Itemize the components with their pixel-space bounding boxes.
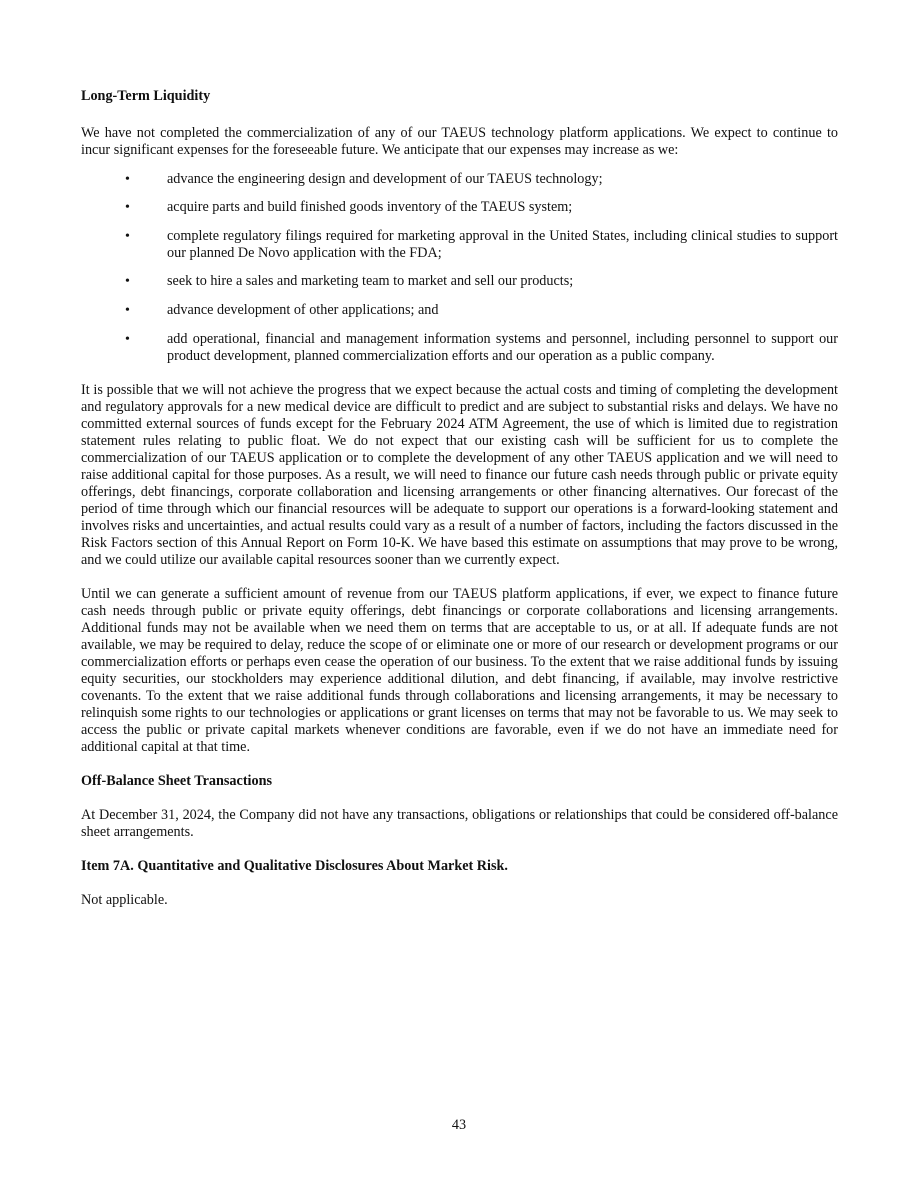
list-item [81, 273, 838, 290]
bullet-icon: • [125, 200, 130, 215]
bullet-text: acquire parts and build finished goods inventory of the TAEUS system; [167, 199, 573, 215]
liquidity-paragraph-2: Until we can generate a sufficient amount of revenue from our TAEUS platform applications, if ever, we expect to finance future cash needs through public or private equity offerings, debt financings or corporate collaborations and licensing arrangements. Additional funds may not be available when we need them on terms that are acceptable to us, or at all. If adequate funds are not available, we may be required to delay, reduce the scope of or eliminate one or more of our research or development programs or our commercialization efforts or perhaps even cease the operation of our business. To the extent that we raise additional funds by issuing equity securities, our stockholders may experience additional dilution, and debt financing, if available, may involve restrictive covenants. To the extent that we raise additional funds through collaborations and licensing arrangements, it may be necessary to relinquish some rights to our technologies or applications or grant licenses on terms that may not be favorable to us. We may seek to access the public or private capital markets whenever conditions are favorable, even if we do not have an immediate need for additional capital at that time. [81, 586, 838, 755]
long-term-liquidity-heading: Long-Term Liquidity [81, 88, 211, 104]
list-item [81, 199, 838, 216]
bullet-text: advance development of other applications; and [167, 302, 439, 318]
page-number: 43 [451, 1117, 467, 1133]
list-item [81, 331, 838, 365]
bullet-icon: • [125, 274, 130, 289]
bullet-text: advance the engineering design and development of our TAEUS technology; [167, 171, 603, 187]
liquidity-paragraph-1: It is possible that we will not achieve the progress that we expect because the actual costs and timing of completing the development and regulatory approvals for a new medical device are difficult to predict and are subject to substantial risks and delays. We have no committed external sources of funds except for the February 2024 ATM Agreement, the use of which is limited due to registration statement rules relating to public float. We do not expect that our existing cash will be sufficient for us to complete the commercialization of our TAEUS application or to complete the development of any other TAEUS application and we will need to raise additional capital for those purposes. As a result, we will need to finance our future cash needs through public or private equity offerings, debt financings, corporate collaboration and licensing arrangements or other financing alternatives. Our forecast of the period of time through which our financial resources will be adequate to support our operations is a forward-looking statement and involves risks and uncertainties, and actual results could vary as a result of a number of factors, including the factors discussed in the Risk Factors section of this Annual Report on Form 10-K. We have based this estimate on assumptions that may prove to be wrong, and we could utilize our available capital resources sooner than we currently expect. [81, 382, 838, 568]
item-7a-paragraph: Not applicable. [81, 892, 168, 908]
off-balance-heading: Off-Balance Sheet Transactions [81, 773, 272, 789]
item-7a-heading: Item 7A. Quantitative and Qualitative Disclosures About Market Risk. [81, 858, 508, 874]
bullet-text: seek to hire a sales and marketing team to market and sell our products; [167, 273, 574, 289]
bullet-icon: • [125, 172, 130, 187]
list-item [81, 228, 838, 262]
off-balance-paragraph: At December 31, 2024, the Company did not have any transactions, obligations or relationships that could be considered off-balance sheet arrangements. [81, 807, 838, 840]
bullet-icon: • [125, 303, 130, 318]
bullet-text: add operational, financial and management information systems and personnel, including personnel to support our product development, planned commercialization efforts and our operation as a public company. [167, 331, 838, 364]
bullet-text: complete regulatory filings required for marketing approval in the United States, including clinical studies to support our planned De Novo application with the FDA; [167, 228, 838, 261]
liquidity-intro-paragraph: We have not completed the commercialization of any of our TAEUS technology platform applications. We expect to continue to incur significant expenses for the foreseeable future. We anticipate that our expenses may increase as we: [81, 125, 838, 158]
list-item [81, 302, 838, 319]
list-item [81, 171, 838, 188]
expense-bullet-list [81, 171, 838, 365]
document-page [81, 86, 838, 909]
bullet-icon: • [125, 332, 130, 347]
bullet-icon: • [125, 229, 130, 244]
